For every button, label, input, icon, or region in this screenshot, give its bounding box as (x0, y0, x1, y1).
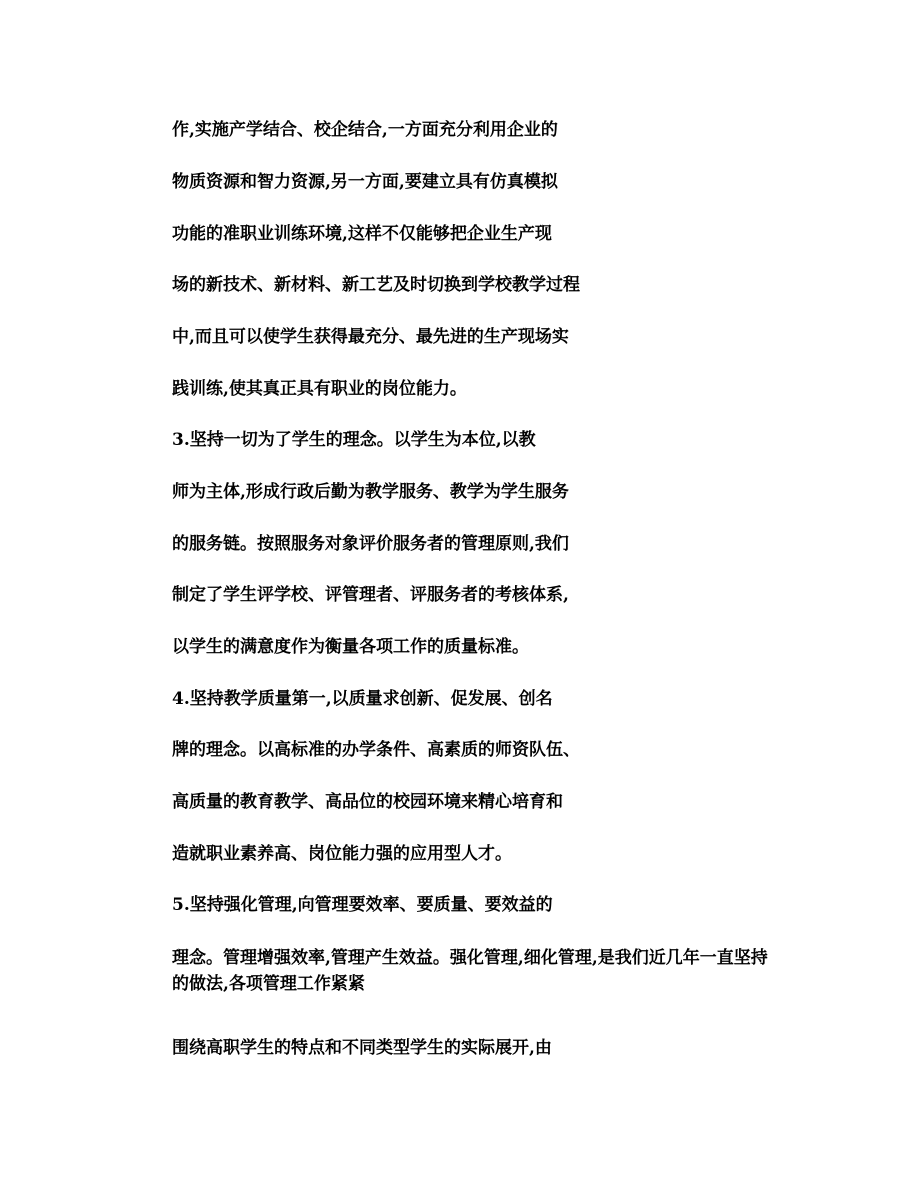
text-line-3: 功能的准职业训练环境,这样不仅能够把企业生产现 (172, 224, 552, 244)
text-line-2: 物质资源和智力资源,另一方面,要建立具有仿真模拟 (172, 172, 558, 192)
text-line-1: 作,实施产学结合、校企结合,一方面充分利用企业的 (172, 120, 558, 140)
list-item-4-start: 4.坚持教学质量第一,以质量求创新、促发展、创名 (172, 689, 553, 709)
text-line-4: 场的新技术、新材料、新工艺及时切换到学校教学过程 (172, 275, 580, 295)
text-line-10: 制定了学生评学校、评管理者、评服务者的考核体系, (172, 585, 569, 605)
text-line-6: 践训练,使其真正具有职业的岗位能力。 (172, 379, 467, 399)
text-line-17-wrapped: 理念。管理增强效率,管理产生效益。强化管理,细化管理,是我们近几年一直坚持的做法,各项管理工作紧紧 (172, 948, 768, 994)
text-line-9: 的服务链。按照服务对象评价服务者的管理原则,我们 (172, 534, 569, 554)
text-line-11: 以学生的满意度作为衡量各项工作的质量标准。 (172, 637, 529, 657)
text-line-15: 造就职业素养高、岗位能力强的应用型人才。 (172, 844, 512, 864)
text-line-5: 中,而且可以使学生获得最充分、最先进的生产现场实 (172, 327, 569, 347)
text-line-18: 围绕高职学生的特点和不同类型学生的实际展开,由 (172, 1038, 552, 1058)
list-item-3-start: 3.坚持一切为了学生的理念。以学生为本位,以教 (172, 430, 536, 450)
text-line-14: 高质量的教育教学、高品位的校园环境来精心培育和 (172, 792, 563, 812)
list-item-5-start: 5.坚持强化管理,向管理要效率、要质量、要效益的 (172, 895, 553, 915)
text-line-13: 牌的理念。以高标准的办学条件、高素质的师资队伍、 (172, 740, 580, 760)
text-line-8: 师为主体,形成行政后勤为教学服务、教学为学生服务 (172, 482, 569, 502)
